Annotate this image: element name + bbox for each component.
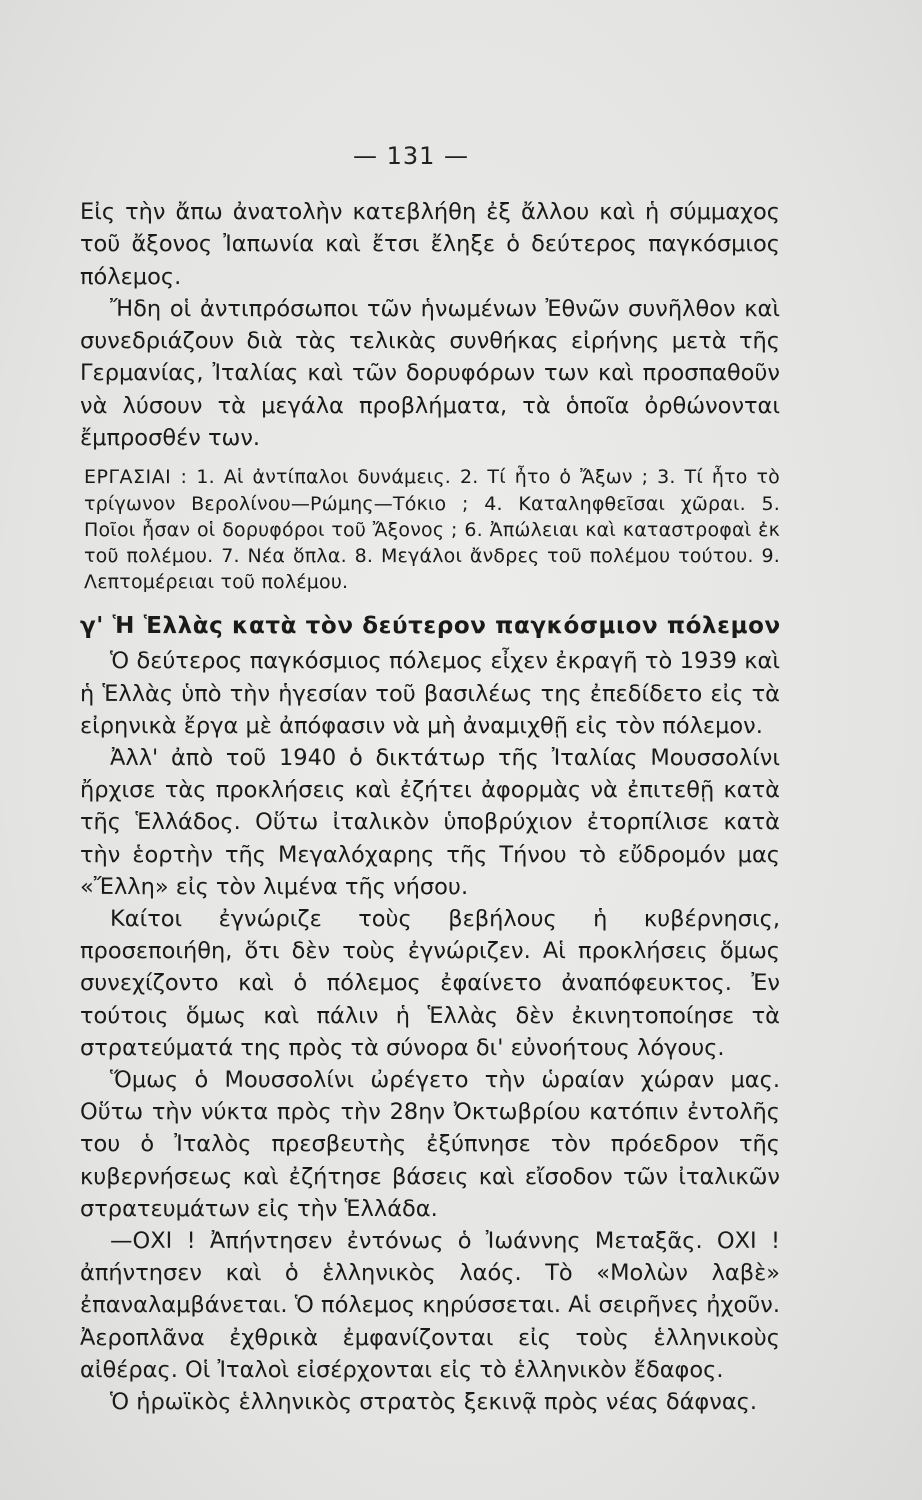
page-number: — 131 — <box>352 142 470 170</box>
intro-paragraph-2: Ἤδη οἱ ἀντιπρόσωποι τῶν ἡνωμένων Ἐθνῶν συνῆλθον καὶ συνεδριάζουν διὰ τὰς τελικὰς συνθήκας εἰρήνης μετὰ τῆς Γερμανίας, Ἰταλίας καὶ τῶν δορυφόρων των καὶ προσπαθοῦν νὰ λύσουν τὰ μεγάλα προβλήματα, τὰ ὁποῖα ὀρθώνονται ἔμπροσθέν των. <box>80 295 780 452</box>
intro-paragraph-1: Εἰς τὴν ἄπω ἀνατολὴν κατεβλήθη ἐξ ἄλλου καὶ ἡ σύμμαχος τοῦ ἄξονος Ἰαπωνία καὶ ἔτσι ἔληξε ὁ δεύτερος παγκόσμιος πόλεμος. <box>80 199 780 290</box>
section-paragraph-5: —ΟΧΙ ! Ἀπήντησεν ἐντόνως ὁ Ἰωάννης Μεταξᾶς. ΟΧΙ ! ἀπήντησεν καὶ ὁ ἑλληνικὸς λαός. Τὸ «Μολὼν λαβὲ» ἐπαναλαμβάνεται. Ὁ πόλεμος κηρύσσεται. Αἱ σειρῆνες ἠχοῦν. Ἀεροπλᾶνα ἐχθρικὰ ἐμφανίζονται εἰς τοὺς ἑλληνικοὺς αἰθέρας. Οἱ Ἰταλοὶ εἰσέρχονται εἰς τὸ ἑλληνικὸν ἔδαφος. <box>80 1228 780 1383</box>
section-paragraph-1: Ὁ δεύτερος παγκόσμιος πόλεμος εἶχεν ἐκραγῆ τὸ 1939 καὶ ἡ Ἑλλὰς ὑπὸ τὴν ἡγεσίαν τοῦ βασιλέως της ἐπεδίδετο εἰς τὰ εἰρηνικὰ ἔργα μὲ ἀπόφασιν νὰ μὴ ἀναμιχθῇ εἰς τὸν πόλεμον. <box>80 648 780 739</box>
section-heading: γ' Ἡ Ἑλλὰς κατὰ τὸν δεύτερον παγκόσμιον πόλεμον <box>80 613 781 640</box>
section-paragraph-4: Ὅμως ὁ Μουσσολίνι ὠρέγετο τὴν ὡραίαν χώραν μας. Οὕτω τὴν νύκτα πρὸς τὴν 28ην Ὀκτωβρίου κατόπιν ἐντολῆς του ὁ Ἰταλὸς πρεσβευτὴς ἐξύπνησε τὸν πρόεδρον τῆς κυβερνήσεως καὶ ἐζήτησε βάσεις καὶ εἴσοδον τῶν ἰταλικῶν στρατευμάτων εἰς τὴν Ἑλλάδα. <box>80 1067 780 1222</box>
exercises-block <box>84 464 780 595</box>
section-paragraph-3: Καίτοι ἐγνώριζε τοὺς βεβήλους ἡ κυβέρνησις, προσεποιήθη, ὅτι δὲν τοὺς ἐγνώριζεν. Αἱ προκλήσεις ὅμως συνεχίζοντο καὶ ὁ πόλεμος ἐφαίνετο ἀναπόφευκτος. Ἐν τούτοις ὅμως καὶ πάλιν ἡ Ἑλλὰς δὲν ἐκινητοποίησε τὰ στρατεύματά της πρὸς τὰ σύνορα δι' εὐνοήτους λόγους. <box>80 906 780 1061</box>
section-body <box>80 645 780 1418</box>
exercises-label: ΕΡΓΑΣΙΑΙ : <box>84 466 188 489</box>
section-paragraph-2: Ἀλλ' ἀπὸ τοῦ 1940 ὁ δικτάτωρ τῆς Ἰταλίας Μουσσολίνι ἤρχισε τὰς προκλήσεις καὶ ἐζήτει ἀφορμὰς νὰ ἐπιτεθῇ κατὰ τῆς Ἑλλάδος. Οὕτω ἰταλικὸν ὑποβρύχιον ἐτορπίλισε κατὰ τὴν ἑορτὴν τῆς Μεγαλόχαρης τῆς Τήνου τὸ εὔδρομόν μας «Ἔλλη» εἰς τὸν λιμένα τῆς νήσου. <box>80 745 780 900</box>
exercises-text: 1. Αἱ ἀντίπαλοι δυνάμεις. 2. Τί ἦτο ὁ Ἄξων ; 3. Τί ἦτο τὸ τρίγωνον Βερολίνου—Ρώμης—Τόκιο ; 4. Καταληφθεῖσαι χῶραι. 5. Ποῖοι ἦσαν οἱ δορυφόροι τοῦ Ἄξονος ; 6. Ἀπώλειαι καὶ καταστροφαὶ ἐκ τοῦ πολέμου. 7. Νέα ὅπλα. 8. Μεγάλοι ἄνδρες τοῦ πολέμου τούτου. 9. Λεπτομέρειαι τοῦ πολέμου. <box>84 466 780 594</box>
page-content <box>80 196 780 1418</box>
section-paragraph-6: Ὁ ἡρωϊκὸς ἑλληνικὸς στρατὸς ξεκινᾷ πρὸς νέας δάφνας. <box>110 1389 758 1416</box>
